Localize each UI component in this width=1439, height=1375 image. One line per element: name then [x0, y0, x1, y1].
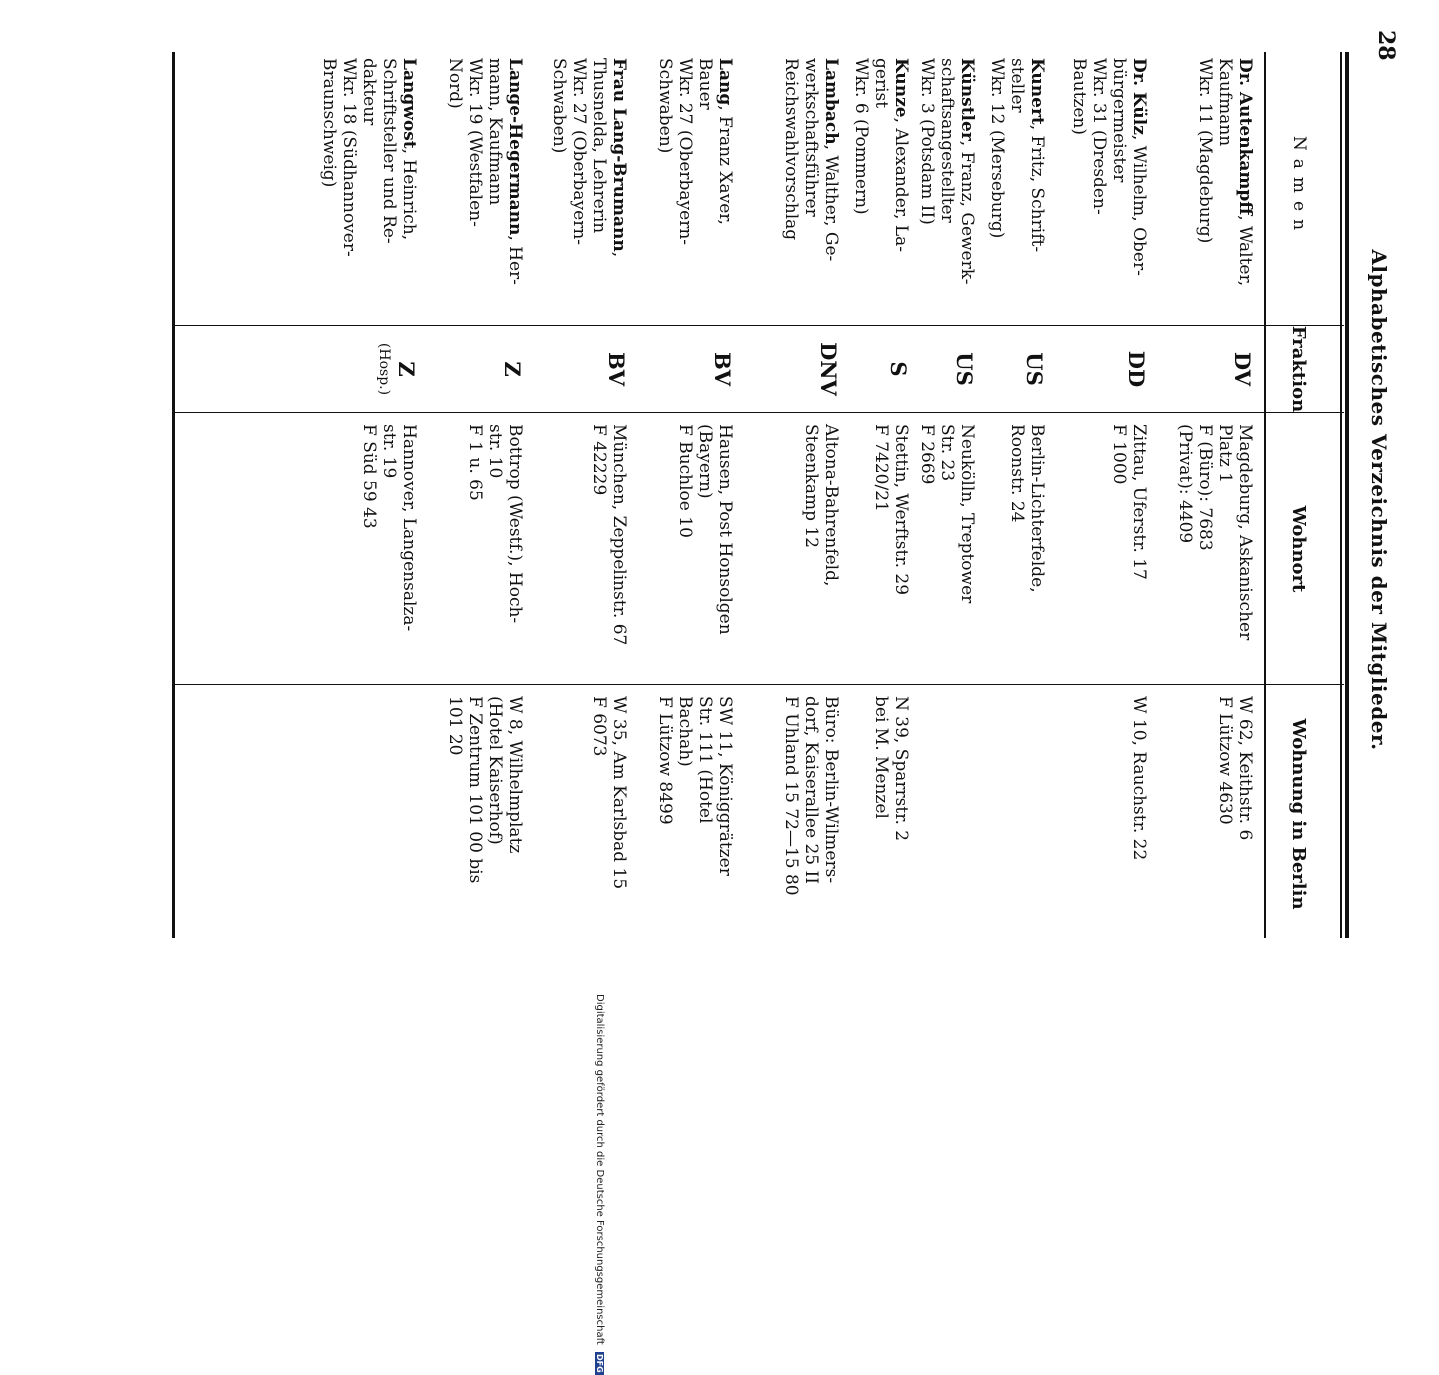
member-wohnung — [445, 696, 525, 883]
member-wohnung — [871, 696, 911, 841]
member-name — [1069, 58, 1149, 276]
wohnung-line: (Hotel Kaiserhof) — [485, 696, 505, 845]
wohnort-line: F 7420/21 — [871, 424, 891, 512]
top-rule — [1345, 52, 1349, 938]
member-wohnung — [1215, 696, 1255, 840]
member-name — [319, 58, 419, 257]
member-name — [851, 58, 911, 252]
member-fraktion — [710, 330, 735, 408]
wohnort-line: Bottrop (Westf.), Hoch- — [505, 424, 525, 624]
member-fraktion — [500, 330, 525, 408]
wohnung-line: 101 20 — [445, 696, 465, 756]
member-name-line: Nord) — [445, 58, 465, 109]
member-name — [781, 58, 841, 261]
fraktion-label: US — [1022, 352, 1047, 386]
member-fraktion — [1230, 330, 1255, 408]
fraktion-label: DNV — [816, 342, 841, 396]
member-name-line: Dr. Külz, Wilhelm, Ober- — [1129, 58, 1149, 276]
member-name-line: gerist — [871, 58, 891, 109]
wohnort-line: Magdeburg, Askanischer — [1235, 424, 1255, 641]
member-name-line: Lang, Franz Xaver, — [715, 58, 735, 225]
column-divider — [175, 412, 1344, 413]
member-fraktion — [1022, 330, 1047, 408]
fraktion-label: DD — [1124, 350, 1149, 388]
wohnung-line: dorf, Kaiserallee 25 II — [801, 696, 821, 884]
member-fraktion — [886, 330, 911, 408]
member-name-line: bürgermeister — [1109, 58, 1129, 183]
member-wohnung — [655, 696, 735, 876]
member-name-line: Langwost, Heinrich, — [399, 58, 419, 241]
wohnort-line: F 42229 — [589, 424, 609, 496]
bottom-rule — [172, 52, 175, 938]
member-fraktion — [604, 330, 629, 408]
column-header-wohnort: Wohnort — [1288, 505, 1310, 593]
member-name-line: Dr. Autenkampff, Walter, — [1235, 58, 1255, 287]
member-name — [445, 58, 525, 285]
member-surname: Dr. Külz — [1129, 58, 1149, 135]
wohnort-line: Platz 1 — [1215, 424, 1235, 484]
wohnort-line: Neukölln, Treptower — [957, 424, 977, 604]
wohnung-line: F Lützow 4630 — [1215, 696, 1235, 825]
header-rule — [1264, 52, 1266, 938]
member-name-line: Wkr. 12 (Merseburg) — [987, 58, 1007, 239]
member-name-line: werkschaftsführer — [801, 58, 821, 217]
member-name-line: Wkr. 3 (Potsdam II) — [917, 58, 937, 225]
member-name-line: Frau Lang-Brumann, — [609, 58, 629, 258]
member-name-line: Wkr. 31 (Dresden- — [1089, 58, 1109, 215]
member-name — [987, 58, 1047, 252]
wohnort-line: Str. 23 — [937, 424, 957, 482]
member-surname: Künstler — [957, 58, 977, 141]
wohnort-line: F 2669 — [917, 424, 937, 485]
wohnort-line: str. 19 — [379, 424, 399, 479]
member-fraktion — [376, 330, 419, 408]
member-name-line: Wkr. 6 (Pommern) — [851, 58, 871, 215]
member-name-line: Künstler, Franz, Gewerk- — [957, 58, 977, 285]
wohnung-line: F Zentrum 101 00 bis — [465, 696, 485, 884]
page-number: 28 — [1373, 30, 1399, 61]
wohnung-line: bei M. Menzel — [871, 696, 891, 819]
wohnort-line: Steenkamp 12 — [801, 424, 821, 549]
wohnung-line: W 8, Wilhelmplatz — [505, 696, 525, 854]
wohnung-line: SW 11, Königgrätzer — [715, 696, 735, 876]
member-name-line: Wkr. 27 (Oberbayern- — [675, 58, 695, 246]
fraktion-label: Z — [500, 361, 525, 377]
member-name-line: dakteur — [359, 58, 379, 126]
member-surname: Kunze — [891, 58, 911, 118]
member-name-line: Schriftsteller und Re- — [379, 58, 399, 244]
digitization-note-text: Digitalisierung gefördert durch die Deutsche Forschungsgemeinschaft — [594, 994, 605, 1345]
fraktion-label: BV — [604, 351, 629, 387]
member-fraktion — [816, 330, 841, 408]
member-name-line: Wkr. 18 (Südhannover- — [339, 58, 359, 257]
wohnung-line: Büro: Berlin-Wilmers- — [821, 696, 841, 884]
running-head: Alphabetisches Verzeichnis der Mitglieder. — [1367, 249, 1391, 751]
member-surname: Frau Lang-Brumann — [609, 58, 629, 252]
wohnort-line: F 1 u. 65 — [465, 424, 485, 501]
wohnung-line: F Uhland 15 72—15 80 — [781, 696, 801, 896]
member-name-line: Lambach, Walther, Ge- — [821, 58, 841, 262]
member-name-line: Wkr. 27 (Oberbayern- — [569, 58, 589, 246]
member-name — [917, 58, 977, 284]
digitization-note — [594, 994, 605, 1375]
member-surname: Lang — [715, 58, 735, 106]
wohnort-line: str. 10 — [485, 424, 505, 479]
member-wohnort — [1109, 424, 1149, 580]
member-surname: Lambach — [821, 58, 841, 145]
wohnort-line: Zittau, Uferstr. 17 — [1129, 424, 1149, 580]
member-fraktion — [952, 330, 977, 408]
wohnung-line: Bachah) — [675, 696, 695, 767]
wohnung-line: F Lützow 8499 — [655, 696, 675, 825]
wohnort-line: Hausen, Post Honsolgen — [715, 424, 735, 635]
wohnort-line: F 1000 — [1109, 424, 1129, 485]
wohnort-line: München, Zeppelinstr. 67 — [609, 424, 629, 646]
fraktion-label: BV — [710, 351, 735, 387]
wohnort-line: Berlin-Lichterfelde, — [1027, 424, 1047, 593]
member-wohnort — [1175, 424, 1255, 640]
member-name-line: Kunert, Fritz, Schrift- — [1027, 58, 1047, 253]
wohnort-line: F (Büro): 7683 — [1195, 424, 1215, 551]
wohnung-line: W 35, Am Karlsbad 15 — [609, 696, 629, 890]
wohnung-line: W 10, Rauchstr. 22 — [1129, 696, 1149, 861]
member-name-line: Wkr. 11 (Magdeburg) — [1195, 58, 1215, 244]
member-wohnung — [1129, 696, 1149, 860]
wohnung-line: Str. 111 (Hotel — [695, 696, 715, 824]
column-header-namen: Namen — [1289, 135, 1309, 239]
member-wohnort — [871, 424, 911, 595]
member-name — [1195, 58, 1255, 286]
top-rule-thin — [1340, 52, 1342, 938]
wohnort-line: F Buchloe 10 — [675, 424, 695, 538]
member-wohnort — [917, 424, 977, 603]
column-header-fraktion: Fraktion — [1288, 325, 1310, 413]
member-name-line: Schwaben) — [549, 58, 569, 154]
column-divider — [175, 684, 1344, 685]
member-fraktion — [1124, 330, 1149, 408]
fraktion-note: (Hosp.) — [376, 342, 392, 396]
member-name — [655, 58, 735, 245]
dfg-logo: DFG — [595, 1354, 604, 1373]
member-name-line: Bauer — [695, 58, 715, 110]
member-name-line: Braunschweig) — [319, 58, 339, 188]
member-wohnort — [465, 424, 525, 623]
member-name-line: Kaufmann — [1215, 58, 1235, 147]
member-wohnort — [675, 424, 735, 635]
member-name-line: steller — [1007, 58, 1027, 113]
wohnung-line: W 62, Keithstr. 6 — [1235, 696, 1255, 841]
member-name-line: schaftsangestellter — [937, 58, 957, 223]
member-name-line: Thusnelda, Lehrerin — [589, 58, 609, 234]
wohnung-line: F 6073 — [589, 696, 609, 757]
wohnort-line: (Privat): 4409 — [1175, 424, 1195, 544]
member-surname: Langwost — [399, 58, 419, 149]
member-name — [549, 58, 629, 257]
member-wohnort — [1007, 424, 1047, 593]
wohnort-line: Altona-Bahrenfeld, — [821, 424, 841, 587]
fraktion-label: S — [886, 361, 911, 377]
member-wohnort — [359, 424, 419, 631]
member-name-line: Bautzen) — [1069, 58, 1089, 136]
member-name-line: mann, Kaufmann — [485, 58, 505, 206]
wohnort-line: F Süd 59 43 — [359, 424, 379, 529]
member-name-line: Reichswahlvorschlag — [781, 58, 801, 241]
member-name-line: Kunze, Alexander, La- — [891, 58, 911, 253]
member-wohnort — [589, 424, 629, 645]
member-name-line: Schwaben) — [655, 58, 675, 154]
member-surname: Dr. Autenkampff — [1235, 58, 1255, 216]
wohnort-line: (Bayern) — [695, 424, 715, 499]
fraktion-label: US — [952, 352, 977, 386]
member-name-line: Wkr. 19 (Westfalen- — [465, 58, 485, 227]
member-wohnort — [801, 424, 841, 586]
wohnung-line: N 39, Sparrstr. 2 — [891, 696, 911, 842]
member-wohnung — [781, 696, 841, 896]
member-surname: Lange-Hegermann — [505, 58, 525, 236]
member-wohnung — [589, 696, 629, 889]
column-divider — [175, 325, 1344, 326]
wohnort-line: Hannover, Langensalza- — [399, 424, 419, 632]
wohnort-line: Roonstr. 24 — [1007, 424, 1027, 523]
fraktion-label: DV — [1230, 351, 1255, 387]
member-name-line: Lange-Hegermann, Her- — [505, 58, 525, 285]
fraktion-label: Z — [394, 361, 419, 377]
wohnort-line: Stettin, Werftstr. 29 — [891, 424, 911, 596]
member-surname: Kunert — [1027, 58, 1047, 125]
column-header-wohnung: Wohnung in Berlin — [1288, 718, 1310, 910]
